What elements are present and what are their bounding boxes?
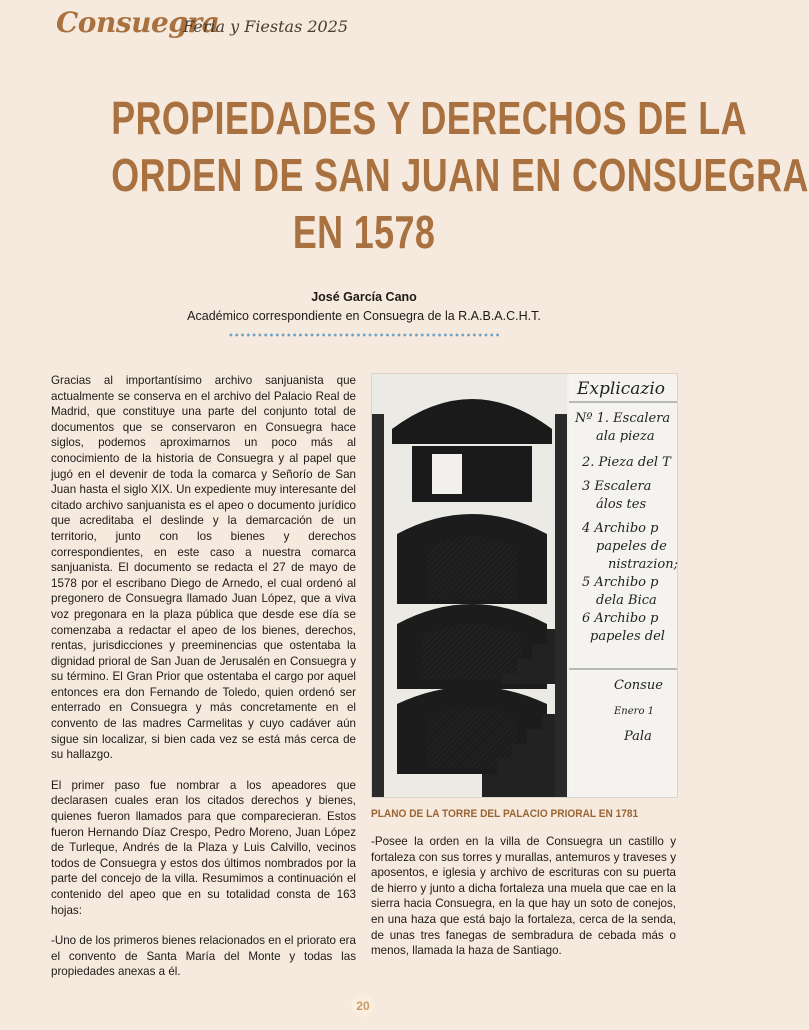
paragraph: -Posee la orden en la villa de Consuegra un castillo y fortaleza con sus torres y murallas, antemuros y traveses y aposentos, e iglesia y archivo de escrituras con su puerta de hierro y junto a dicha fortaleza una muela que cae en la sierra hacia Consuegra, en la que hay un soto de conejos, en una haza que está bajo la fortaleza, cerca de la senda, de unas tres fanegas de sembradura de cebada más o menos, llamada la haza de Santiago. xyxy=(371,835,676,958)
legend-line: Nº 1. Escalera xyxy=(575,411,671,426)
legend-line: 5 Archibo p xyxy=(582,575,659,590)
legend-heading: Explicazio xyxy=(577,379,666,399)
figure-caption: PLANO DE LA TORRE DEL PALACIO PRIORAL EN 1781 xyxy=(371,808,639,820)
title-line-3: EN 1578 xyxy=(292,206,436,258)
header-brand-logo: Consuegra xyxy=(56,6,220,39)
paragraph: El primer paso fue nombrar a los apeadores que declarasen cuales eran los citados derechos y bienes, quienes fueron llamados para que comparecieran. Estos fueron Hernando Díaz Crespo, Pedro Moreno, Juan López de Turleque, Andrés de la Plaza y Luis Calvillo, vecinos todos de Consuegra y estos dos últimos nombrados por la parte del concejo de la villa. Resumimos a continuación el contenido del apeo que en su totalidad consta de 163 hojas: xyxy=(51,778,356,917)
legend-line: Consue xyxy=(614,678,663,693)
legend-line: Pala xyxy=(624,729,652,744)
author-affiliation: Académico correspondiente en Consuegra de la R.A.B.A.C.H.T. xyxy=(187,309,541,323)
author-name: José García Cano xyxy=(311,290,417,304)
legend-line: 3 Escalera xyxy=(582,479,652,494)
legend-line: nistrazion; xyxy=(608,557,678,572)
body-column-left xyxy=(51,373,356,995)
legend-line: 2. Pieza del T xyxy=(582,455,671,470)
legend-line: álos tes xyxy=(596,497,647,512)
body-column-right xyxy=(371,834,676,959)
legend-line: ala pieza xyxy=(596,429,655,444)
tower-section-drawing xyxy=(372,374,677,797)
legend-line: papeles de xyxy=(596,539,667,554)
header-subtitle: Feria y Fiestas 2025 xyxy=(183,17,349,36)
legend-line: 4 Archibo p xyxy=(582,521,659,536)
legend-line: 6 Archibo p xyxy=(582,611,659,626)
tower-plan-figure xyxy=(371,373,678,798)
title-line-2: ORDEN DE SAN JUAN EN CONSUEGRA xyxy=(111,149,809,201)
paragraph: Gracias al importantísimo archivo sanjuanista que actualmente se conserva en el archivo del Palacio Real de Madrid, que constituye una parte del conjunto total de documentos que se conservaron en Consuegra hace siglos, podemos aproximarnos un poco más al conocimiento de la historia de Consuegra y al papel que jugó en el devenir de toda la comarca y Señorío de San Juan hasta el siglo XIX. Un expediente muy interesante del citado archivo sanjuanista es el apeo o documento jurídico que acreditaba el deslinde y la demarcación de un territorio, junto con los bienes y derechos correspondientes, en este caso a nuestra comarca sanjuanista. El documento se redacta el 27 de mayo de 1578 por el escribano Diego de Arnedo, el cual ordenó al pregonero de Consuegra llamado Juan López, que a viva voz pregonara en la plaza pública que desde ese día se comenzaba a redactar el apeo de los bienes, derechos, rentas, jurisdicciones y preeminencias que ostentaba la dignidad prioral de San Juan de Jerusalén en Consuegra y su término. El Gran Prior que ostentaba el cargo por aquel entonces era don Fernando de Toledo, quien ordenó ser enterrado en Consuegra y más concretamente en el convento de las madres Carmelitas y cuyo cadáver aún sigue sin localizar, si bien cada vez se está más cerca de su hallazgo. xyxy=(51,374,356,762)
legend-line: papeles del xyxy=(590,629,665,644)
title-line-1: PROPIEDADES Y DERECHOS DE LA xyxy=(111,92,747,144)
paragraph: -Uno de los primeros bienes relacionados en el priorato era el convento de Santa María del Monte y todas las propiedades anexas a él. xyxy=(51,934,356,979)
dotted-divider xyxy=(228,333,500,337)
legend-line: Enero 1 xyxy=(614,706,654,717)
article-title xyxy=(111,90,809,261)
page-number: 20 xyxy=(351,995,375,1017)
legend-line: dela Bica xyxy=(596,593,657,608)
